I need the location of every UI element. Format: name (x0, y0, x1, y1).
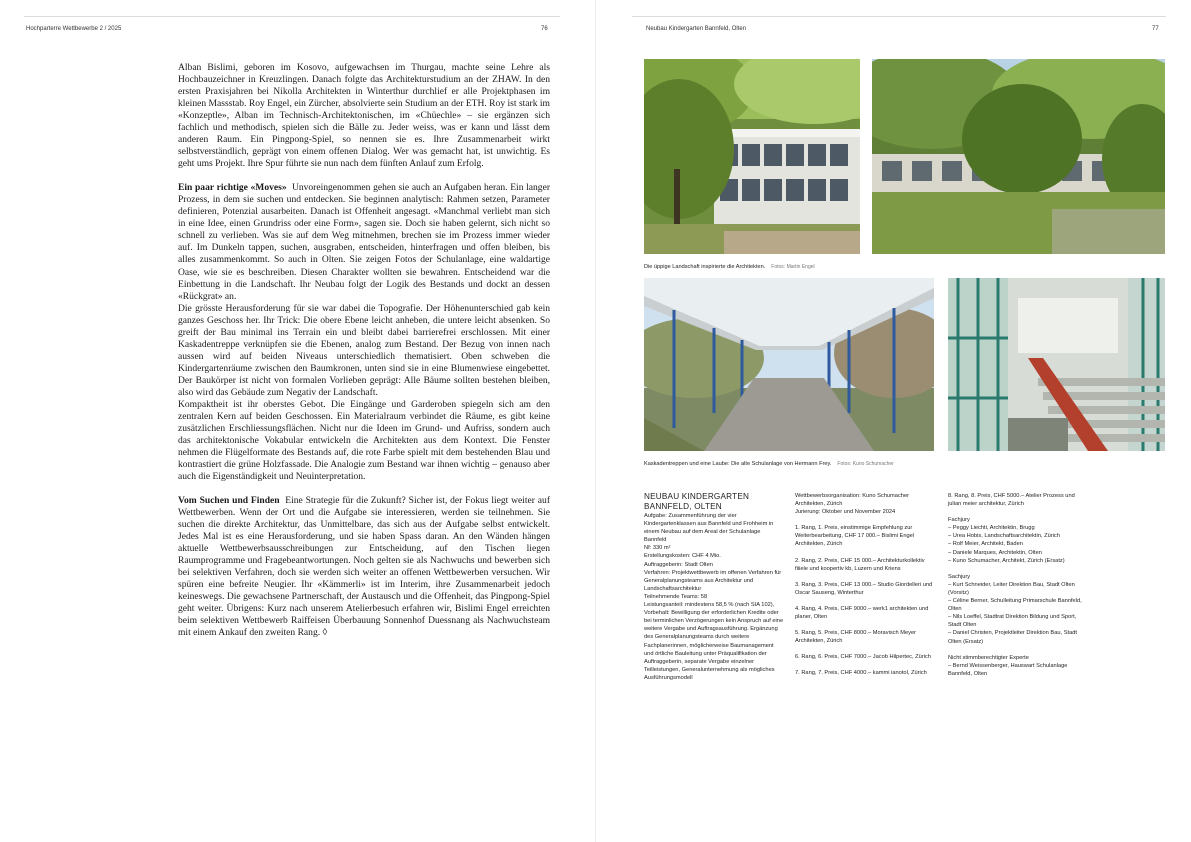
subheading: Vom Suchen und Finden (178, 495, 280, 507)
rank-entry: 6. Rang, 6. Preis, CHF 7000.– Jacob Hilpertec, Zürich (795, 654, 931, 661)
jury-member: – Rolf Meier, Architekt, Baden (948, 541, 1023, 548)
jury-heading: Nicht stimmberechtigter Experte (948, 654, 1029, 661)
article-paragraph: Vom Suchen und Finden Eine Strategie für die Zukunft? Sicher ist, der Fokus liegt weiter auf Wettbewerben. Wenn der Ort und die Aufgabe sie interessieren, werden sie teilnehmen. Sie suchen die direkte Architektur, das Unmittelbare, das sich aus der Aufgabe selbst entwickelt. Jedes Mal ist es eine Herausforderung, und sie haben Spass daran. An den Wänden hängen aktuelle Wettbewerbsausschreibungen zur Entscheidung, auf den Tischen liegen Raumprogramme und Fragebeantwortungen. Noch gelten sie als Nachwuchs und bewerben sich bei selektiven Verfahren, doch sie werden sich weiter an offenen Wettbewerben versuchen. Wir spüren eine befreite Neugier. Ihr «Kämmerli» ist im Interim, ihre Zusammenarbeit jedoch keineswegs. Die gewachsene Partnerschaft, der Austausch und die Offenheit, das Pingpong-Spiel geht weiter. Übrigens: Kurz nach unserem Atelierbesuch erfahren wir, Bislimi Engel erreichten beim selektiven Wettbewerb Raiffeisen Überbauung Sonnenhof Duessnang als Nachwuchsteam mit einem Ankauf den zweiten Rang. ◊ (178, 495, 550, 639)
photo-credit: Fotos: Martin Engel (771, 264, 815, 270)
info-item: Nf: 330 m² (644, 545, 671, 552)
rank-entry: 2. Rang, 2. Preis, CHF 15 000.– Architekturkollektiv fiiiele und koopertiv kb, Luzern und Kriens (795, 557, 925, 572)
article-paragraph: Die grösste Herausforderung für sie war dabei die Topografie. Der Höhenunterschied gab kein ganzes Geschoss her. Ihr Trick: Die obere Ebene leicht anheben, die untere leicht absenken. So greift der Bau minimal ins Terrain ein und bleibt dabei barrierefrei erschlossen. Mit einer Kaskadentreppe verknüpfen sie die Ebenen, analog zum Bestand. Der Bezug von innen nach aussen wird auf beiden Niveaus unterschiedlich thematisiert. Oben schweben die Kindergartenräume zwischen den Baumkronen, unten sind sie in eine Blumenwiese eingebettet. Der Baukörper ist nicht von formalen Vorlieben geprägt: Alle Bäume sollten bestehen bleiben, also wird das Gebäude zum Negativ der Landschaft. (178, 302, 550, 398)
photo-caption-bottom: Kaskadentreppen und eine Laube: Die alte Schulanlage von Hermann Frey. Fotos: Kuno Schumacher (644, 461, 894, 467)
project-title: NEUBAU KINDERGARTEN BANNFELD, OLTEN (644, 492, 750, 511)
right-page (596, 0, 1191, 842)
info-item: Aufgabe: Zusammenführung der vier Kindergartenklassen aus Bannfeld und Frohheim in einem Neubau auf dem Areal der Schulanlage Bannfeld (644, 513, 774, 544)
info-column-2 (795, 492, 935, 678)
info-column-3 (948, 492, 1088, 678)
jury-member: – Céline Berner, Schulleitung Primarschule Bannfeld, Olten (948, 598, 1082, 613)
photo-school-building-trees (644, 59, 860, 254)
info-item: Teilnehmende Teams: 58 (644, 593, 708, 600)
header-rule (24, 16, 560, 17)
subheading: Ein paar richtige «Moves» (178, 182, 287, 194)
jury-member: – Daniele Marques, Architektin, Olten (948, 549, 1042, 556)
jury-heading: Sachjury (948, 573, 971, 580)
rank-entry: 1. Rang, 1. Preis, einstimmige Empfehlung zur Weiterbearbeitung, CHF 17 000.– Bislimi Engel Architekten, Zürich (795, 525, 915, 548)
header-rule (632, 16, 1166, 17)
article-body (178, 62, 550, 639)
jury-member: – Kuno Schumacher, Architekt, Zürich (Ersatz) (948, 557, 1065, 564)
article-running-title: Neubau Kindergarten Bannfeld, Olten (646, 26, 747, 32)
article-paragraph: Kompaktheit ist ihr oberstes Gebot. Die Eingänge und Garderoben spiegeln sich am den zentralen Kern auf beiden Geschossen. Ein Materialraum verbindet die Räume, es gibt keine zusätzlichen Erschliessungsflächen. Nicht nur die Ideen im Grund- und Aufriss, sondern auch das architektonische Vokabular entwickeln die Architekten aus dem Kontext. Die Fenster nehmen die Flügelformate des Bestands auf, die rote Farbe spielt mit dem bestehenden Blau und kontrastiert die grüne Holzfassade. Die Analogie zum Bestand war ihnen wichtig – genauso aber auch die Eigenständigkeit und Neuinterpretation. (178, 398, 550, 483)
left-page (0, 0, 595, 842)
rank-entry: 5. Rang, 5. Preis, CHF 8000.– Moravisch Meyer Architekten, Zürich (795, 630, 917, 645)
info-item: Leistungsanteil: mindestens 58,5 % (nach SIA 102), Vorbehalt: Bewilligung der erforderlichen Kredite oder bei terminlichen Verzögerungen kein Anspruch auf eine weitere Vergabe und Auftragsausführung. Ergänzung des Generalplanungsteams durch weitere Fachplanerinnen, möglicherweise Baumanagement und örtliche Bauleitung unter Präqualifikation der Auftraggeberin, separate Vergabe einzelner Teilleistungen, Generalunternehmung als mögliches Ausführungsmodell (644, 602, 784, 681)
jury-member: – Nils Loeffel, Stadtrat Direktion Bildung und Sport, Stadt Olten (948, 614, 1077, 629)
article-paragraph: Alban Bislimi, geboren im Kosovo, aufgewachsen im Thurgau, machte seine Lehre als Hochbauzeichner in Kreuzlingen. Danach folgte das Architekturstudium an der ZHAW. In den ersten Praxisjahren bei Nikolla Architekten in Winterthur durchlief er alle Projektphasen im kleinen Massstab. Roy Engel, ein Zürcher, absolvierte sein Studium an der ETH. Roy ist stark im «Konzeptle», Alban im Technisch-Architektonischen, im «Chüechle» – sie ergänzen sich fachlich und methodisch, spielen sich die Bälle zu. Jeder weiss, was er kann und lässt dem anderen Raum. Ein Pingpong-Spiel, so nennen sie es. Ihre Zusammenarbeit wirkt selbstverständlich, geprägt von einem offenen Dialog. Wer was gemacht hat, ist unwichtig. Es geht ums Projekt. Ihre Spur führte sie nun nach dem fünften Anlauf zum Erfolg. (178, 62, 550, 170)
page-number: 77 (1152, 26, 1159, 32)
jury-member: – Urea Hobis, Landschaftsarchitektin, Zürich (948, 533, 1060, 540)
jury-member: – Peggy Liechti, Architektin, Brugg (948, 525, 1035, 532)
page-number: 76 (541, 26, 548, 32)
jury-heading: Fachjury (948, 517, 970, 524)
photo-green-garden-building (872, 59, 1165, 254)
info-item: Auftraggeberin: Stadt Olten (644, 561, 713, 568)
jury-member: – Bernd Weissenberger, Hauswart Schulanlage Bannfeld, Olten (948, 662, 1068, 677)
info-item: Verfahren: Projektwettbewerb im offenen Verfahren für Generalplanungsteams aus Architektur und Landschaftsarchitektur (644, 569, 782, 592)
info-column-1 (644, 492, 784, 682)
magazine-title: Hochparterre Wettbewerbe 2 / 2025 (26, 26, 122, 32)
jury-dates: Jurierung: Oktober und November 2024 (795, 509, 896, 516)
photo-credit: Fotos: Kuno Schumacher (837, 461, 894, 467)
competition-organisation: Wettbewerbsorganisation: Kuno Schumacher Architekten, Zürich (795, 493, 910, 508)
jury-member: – Kurt Schneider, Leiter Direktion Bau, Stadt Olten (Vorsitz) (948, 581, 1075, 596)
jury-member: – Daniel Christen, Projektleiter Direktion Bau, Stadt Olten (Ersatz) (948, 630, 1077, 645)
rank-entry: 3. Rang, 3. Preis, CHF 13 000.– Studio Giordelleri und Oscar Sauseng, Winterthur (795, 581, 933, 596)
rank-entry: 8. Rang, 8. Preis, CHF 5000.– Atelier Prozess und julian meier architektur, Zürich (948, 493, 1075, 508)
rank-entry: 7. Rang, 7. Preis, CHF 4000.– kammi ianotol, Zürich (795, 670, 927, 677)
rank-entry: 4. Rang, 4. Preis, CHF 9000.– werk1 architekten und planer, Olten (795, 605, 929, 621)
photo-caption-top: Die üppige Landschaft inspirierte die Architekten. Fotos: Martin Engel (644, 264, 815, 270)
info-item: Erstellungskosten: CHF 4 Mio. (644, 553, 721, 560)
article-paragraph: Ein paar richtige «Moves» Unvoreingenommen gehen sie auch an Aufgaben heran. Ein langer Prozess, in dem sie suchen und entdecken. Sie beginnen analytisch: Rahmen setzen, Parameter definieren, Potenzial ausarbeiten. Danach ist Offenheit angesagt. «Manchmal verliebt man sich in eine Idee, einen Grundriss oder eine Form», sagen sie. Doch sie haben gelernt, sich nicht so schnell zu verlieben. Was sie auf dem Weg mitnehmen, brechen sie im Prozess immer wieder auf. Im Dunkeln tappen, suchen, ausgraben, entscheiden, hinterfragen und offen bleiben, bis alles zusammenkommt. So auch in Olten. Sie zeigen Fotos der Schulanlage, eine waldartige Oase, wie sie es beschreiben. Diesen Charakter wollten sie bewahren. Entscheidend war die Einbettung in die Landschaft. Ihr Neubau folgt der Logik des Bestands und dockt an dessen «Rückgrat» an. (178, 182, 550, 302)
photo-covered-walkway (644, 278, 934, 451)
photo-cascade-staircase (948, 278, 1165, 451)
